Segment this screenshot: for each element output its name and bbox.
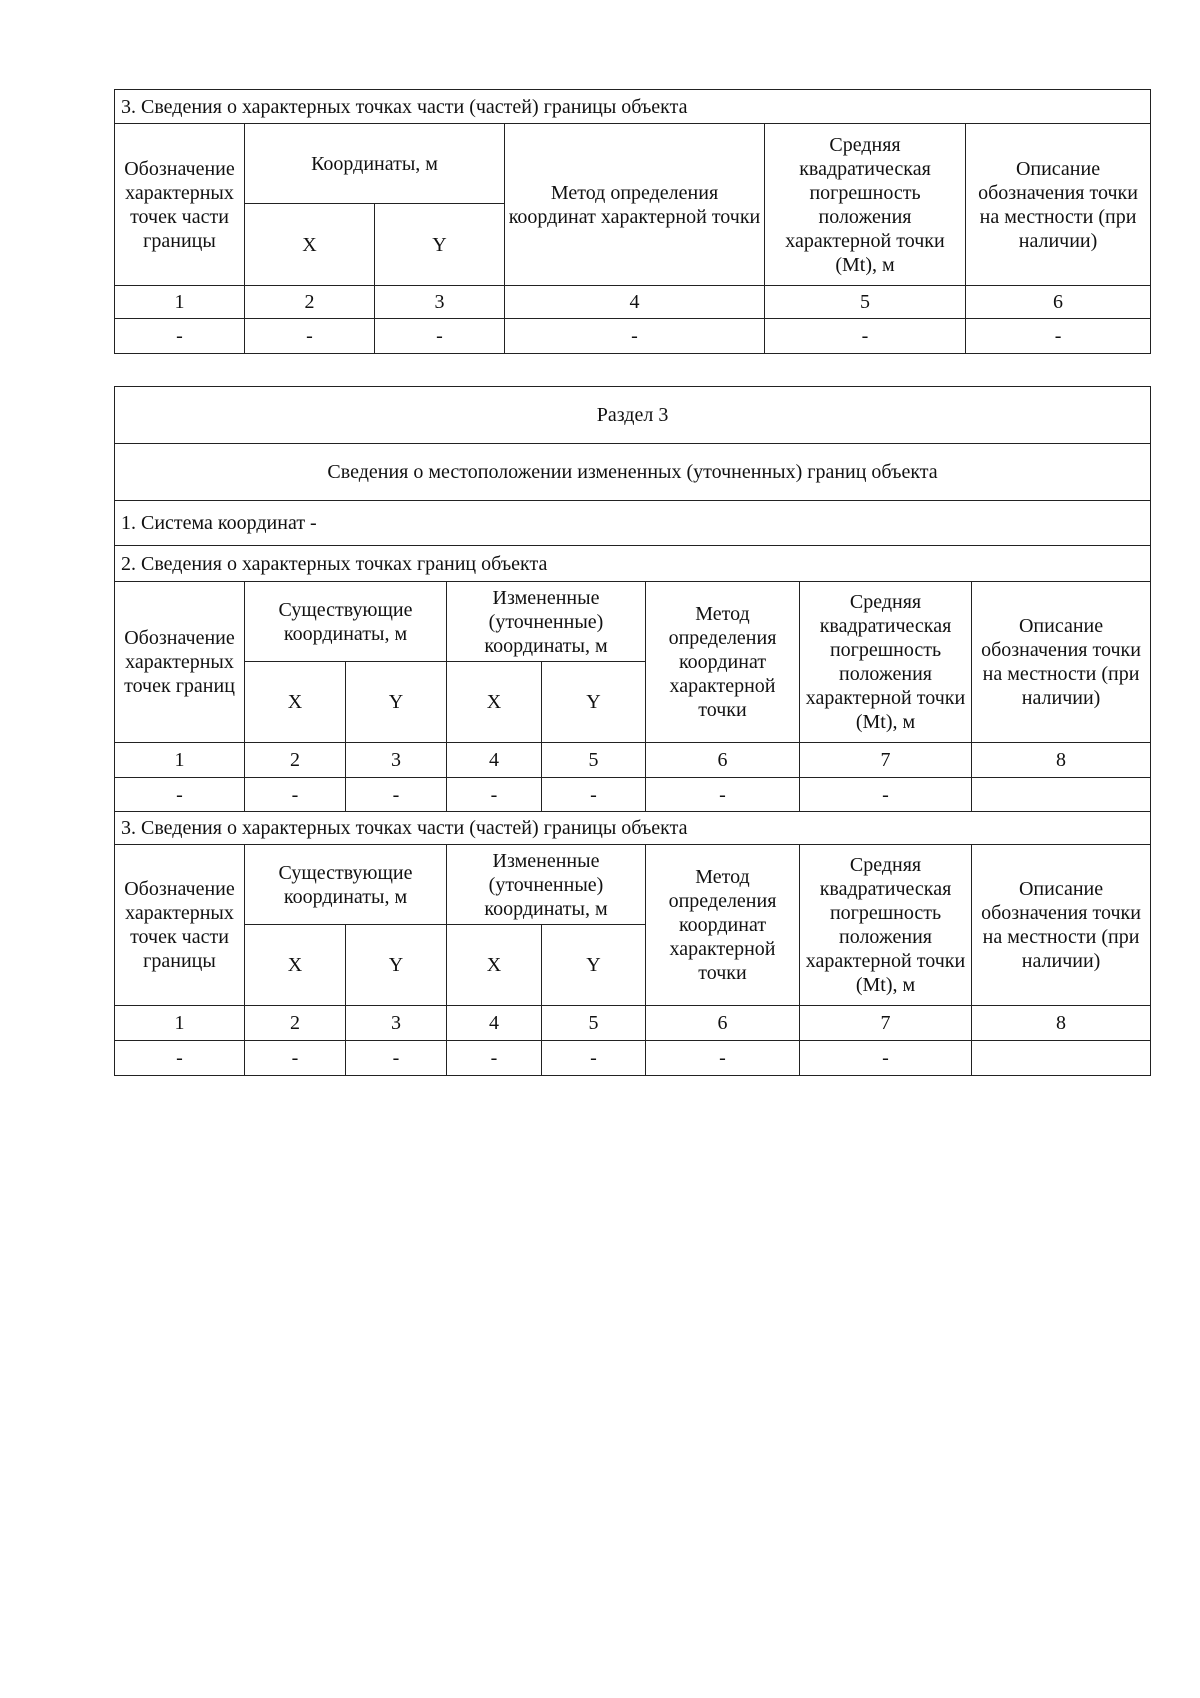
table-cell: - <box>646 1041 800 1076</box>
header-y: Y <box>542 662 646 743</box>
header-y: Y <box>542 925 646 1006</box>
header-method: Метод определения координат характерной точки <box>505 124 765 286</box>
column-number: 6 <box>646 1006 800 1041</box>
table-cell: - <box>245 1041 346 1076</box>
column-number: 2 <box>245 286 375 319</box>
column-number: 4 <box>505 286 765 319</box>
header-x: X <box>245 925 346 1006</box>
coordinate-system: 1. Система координат - <box>115 501 1151 546</box>
column-number: 1 <box>115 743 245 778</box>
header-designation: Обозначение характерных точек части границы <box>115 124 245 286</box>
header-description: Описание обозначения точки на местности (при наличии) <box>966 124 1151 286</box>
column-number: 2 <box>245 1006 346 1041</box>
table-cell: - <box>542 1041 646 1076</box>
header-method: Метод определения координат характерной точки <box>646 845 800 1006</box>
table-cell: - <box>447 1041 542 1076</box>
table-cell: - <box>646 778 800 812</box>
column-number: 5 <box>542 743 646 778</box>
header-changed-coordinates: Измененные (уточненные) координаты, м <box>447 845 646 925</box>
table-cell: - <box>115 778 245 812</box>
table-title: 3. Сведения о характерных точках части (частей) границы объекта <box>115 90 1151 124</box>
table-cell: - <box>800 778 972 812</box>
table-cell: - <box>765 319 966 354</box>
header-error: Средняя квадратическая погрешность положения характерной точки (Mt), м <box>800 845 972 1006</box>
header-description: Описание обозначения точки на местности (при наличии) <box>972 845 1151 1006</box>
table-cell: - <box>542 778 646 812</box>
column-number: 4 <box>447 743 542 778</box>
table-cell: - <box>346 778 447 812</box>
column-number: 2 <box>245 743 346 778</box>
column-number: 6 <box>966 286 1151 319</box>
header-x: X <box>245 662 346 743</box>
table-cell <box>972 1041 1151 1076</box>
column-number: 5 <box>542 1006 646 1041</box>
column-number: 8 <box>972 1006 1151 1041</box>
header-x: X <box>245 204 375 286</box>
header-x: X <box>447 925 542 1006</box>
header-coordinates: Координаты, м <box>245 124 505 204</box>
header-y: Y <box>375 204 505 286</box>
column-number: 5 <box>765 286 966 319</box>
table-cell: - <box>245 319 375 354</box>
table-cell: - <box>115 319 245 354</box>
column-number: 3 <box>375 286 505 319</box>
table-cell <box>972 778 1151 812</box>
column-number: 1 <box>115 1006 245 1041</box>
column-number: 3 <box>346 743 447 778</box>
column-number: 6 <box>646 743 800 778</box>
header-description: Описание обозначения точки на местности (при наличии) <box>972 582 1151 743</box>
part-boundary-points-table <box>114 89 1151 354</box>
header-error: Средняя квадратическая погрешность положения характерной точки (Mt), м <box>800 582 972 743</box>
header-existing-coordinates: Существующие координаты, м <box>245 845 447 925</box>
column-number: 4 <box>447 1006 542 1041</box>
column-number: 3 <box>346 1006 447 1041</box>
header-error: Средняя квадратическая погрешность положения характерной точки (Mt), м <box>765 124 966 286</box>
header-x: X <box>447 662 542 743</box>
table-cell: - <box>346 1041 447 1076</box>
column-number: 8 <box>972 743 1151 778</box>
column-number: 1 <box>115 286 245 319</box>
header-designation: Обозначение характерных точек границ <box>115 582 245 743</box>
header-y: Y <box>346 662 447 743</box>
table-cell: - <box>966 319 1151 354</box>
header-method: Метод определения координат характерной точки <box>646 582 800 743</box>
section-3-table <box>114 386 1151 1076</box>
boundary-points-title: 2. Сведения о характерных точках границ объекта <box>115 546 1151 582</box>
table-cell: - <box>447 778 542 812</box>
table-cell: - <box>505 319 765 354</box>
header-existing-coordinates: Существующие координаты, м <box>245 582 447 662</box>
header-changed-coordinates: Измененные (уточненные) координаты, м <box>447 582 646 662</box>
table-cell: - <box>245 778 346 812</box>
column-number: 7 <box>800 743 972 778</box>
section-title: Раздел 3 <box>115 387 1151 444</box>
table-cell: - <box>800 1041 972 1076</box>
table-cell: - <box>115 1041 245 1076</box>
section-subtitle: Сведения о местоположении измененных (уточненных) границ объекта <box>115 444 1151 501</box>
header-y: Y <box>346 925 447 1006</box>
header-designation: Обозначение характерных точек части границы <box>115 845 245 1006</box>
column-number: 7 <box>800 1006 972 1041</box>
part-boundary-points-title: 3. Сведения о характерных точках части (частей) границы объекта <box>115 812 1151 845</box>
table-cell: - <box>375 319 505 354</box>
